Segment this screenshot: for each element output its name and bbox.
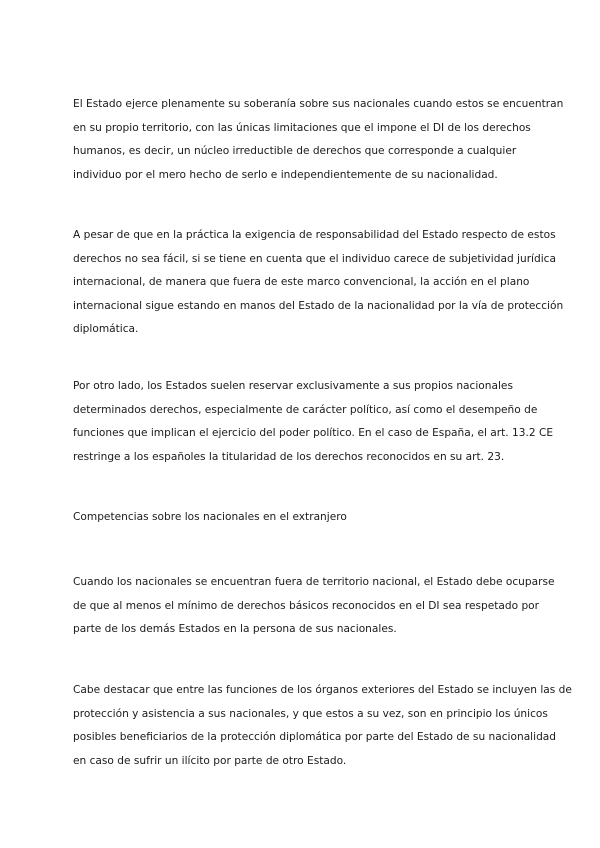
text-line: funciones que implican el ejercicio del poder político. En el caso de España, el art. 13.2 CE (73, 427, 554, 440)
text-line: El Estado ejerce plenamente su soberanía sobre sus nacionales cuando estos se encuentran (73, 98, 564, 110)
text-line: internacional, de manera que fuera de este marco convencional, la acción en el plano (73, 276, 530, 289)
text-line: en su propio territorio, con las únicas limitaciones que el impone el DI de los derechos (73, 121, 531, 134)
text-line: parte de los demás Estados en la persona de sus nacionales. (73, 623, 397, 636)
text-line: derechos no sea fácil, si se tiene en cuenta que el individuo carece de subjetividad jurídica (73, 252, 556, 265)
paragraph-organos-exteriores (73, 679, 572, 773)
text-line: de que al menos el mínimo de derechos básicos reconocidos en el DI sea respetado por (73, 599, 540, 612)
section-heading-text: Competencias sobre los nacionales en el extranjero (73, 511, 347, 523)
text-line: humanos, es decir, un núcleo irreductible de derechos que corresponde a cualquier (73, 145, 517, 158)
paragraph-soberania (73, 93, 564, 187)
text-line: en caso de sufrir un ilícito por parte de otro Estado. (73, 754, 347, 767)
paragraph-derechos-politicos (73, 375, 554, 469)
text-line: determinados derechos, especialmente de carácter político, así como el desempeño de (73, 403, 538, 416)
text-line: protección y asistencia a sus nacionales, y que estos a su vez, son en principio los únicos (73, 707, 548, 720)
text-line: A pesar de que en la práctica la exigencia de responsabilidad del Estado respecto de estos (73, 229, 556, 241)
text-line: Por otro lado, los Estados suelen reservar exclusivamente a sus propios nacionales (73, 380, 513, 392)
text-line: Cabe destacar que entre las funciones de los órganos exteriores del Estado se incluyen las de (73, 684, 572, 696)
text-line: Cuando los nacionales se encuentran fuera de territorio nacional, el Estado debe ocuparse (73, 576, 555, 588)
text-line: posibles beneficiarios de la protección diplomática por parte del Estado de su nacionalidad (73, 731, 557, 744)
text-line: diplomática. (73, 323, 139, 336)
text-line: restringe a los españoles la titularidad de los derechos reconocidos en su art. 23. (73, 450, 505, 463)
paragraph-nacionales-extranjero (73, 571, 555, 642)
text-line: internacional sigue estando en manos del Estado de la nacionalidad por la vía de protección (73, 299, 564, 312)
section-heading (73, 506, 543, 530)
text-line: individuo por el mero hecho de serlo e independientemente de su nacionalidad. (73, 168, 498, 181)
paragraph-responsabilidad (73, 224, 564, 342)
